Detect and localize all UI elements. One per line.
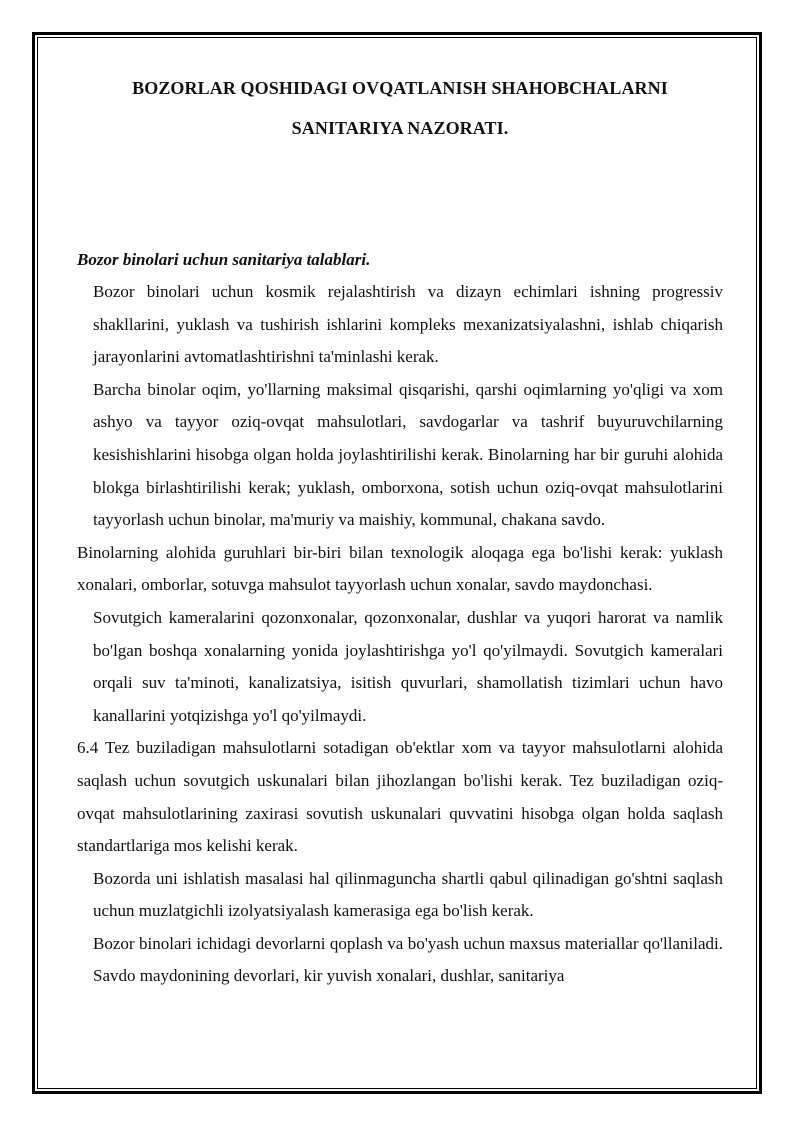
paragraph-1: Bozor binolari uchun kosmik rejalashtirish va dizayn echimlari ishning progressiv shakllarini, yuklash va tushirish ishlarini kompleks mexanizatsiyalashni, ishlab chiqarish jarayonlarini avtomatlashtirishni ta'minlashi kerak.	[93, 282, 723, 367]
paragraph-5: 6.4 Tez buziladigan mahsulotlarni sotadigan ob'ektlar xom va tayyor mahsulotlarni alohida saqlash uchun sovutgich uskunalari bilan jihozlangan bo'lishi kerak. Tez buziladigan oziq-ovqat mahsulotlarining zaxirasi sovutish uskunalari quvvatini hisobga olgan holda saqlash standartlariga mos kelishi kerak.	[77, 738, 723, 856]
title-line-1: BOZORLAR QOSHIDAGI OVQATLANISH SHAHOBCHALARNI	[132, 78, 668, 98]
document-title	[77, 68, 723, 148]
section-heading: Bozor binolari uchun sanitariya talablari.	[77, 250, 371, 269]
paragraph-3: Binolarning alohida guruhlari bir-biri bilan texnologik aloqaga ega bo'lishi kerak: yuklash xonalari, omborlar, sotuvga mahsulot tayyorlash uchun xonalar, savdo maydonchasi.	[77, 542, 723, 595]
paragraph-4: Sovutgich kameralarini qozonxonalar, qozonxonalar, dushlar va yuqori harorat va namlik bo'lgan boshqa xonalarning yonida joylashtirishga yo'l qo'yilmaydi. Sovutgich kameralari orqali suv ta'minoti, kanalizatsiya, isitish quvurlari, shamollatish tizimlari uchun havo kanallarini yotqizishga yo'l qo'yilmaydi.	[93, 607, 723, 725]
document-body	[77, 68, 723, 993]
paragraph-6: Bozorda uni ishlatish masalasi hal qilinmaguncha shartli qabul qilinadigan go'shtni saqlash uchun muzlatgichli izolyatsiyalash kamerasiga ega bo'lish kerak.	[93, 868, 723, 921]
paragraph-2: Barcha binolar oqim, yo'llarning maksimal qisqarishi, qarshi oqimlarning yo'qligi va xom ashyo va tayyor oziq-ovqat mahsulotlari, savdogarlar va tashrif buyuruvchilarning kesishishlarini hisobga olgan holda joylashtirilishi kerak. Binolarning har bir guruhi alohida blokga birlashtirilishi kerak; yuklash, omborxona, sotish uchun oziq-ovqat mahsulotlarini tayyorlash uchun binolar, ma'muriy va maishiy, kommunal, chakana savdo.	[93, 379, 723, 530]
title-line-2: SANITARIYA NAZORATI.	[291, 118, 509, 138]
paragraph-7: Bozor binolari ichidagi devorlarni qoplash va bo'yash uchun maxsus materiallar qo'llaniladi. Savdo maydonining devorlari, kir yuvish xonalari, dushlar, sanitariya	[93, 933, 723, 986]
